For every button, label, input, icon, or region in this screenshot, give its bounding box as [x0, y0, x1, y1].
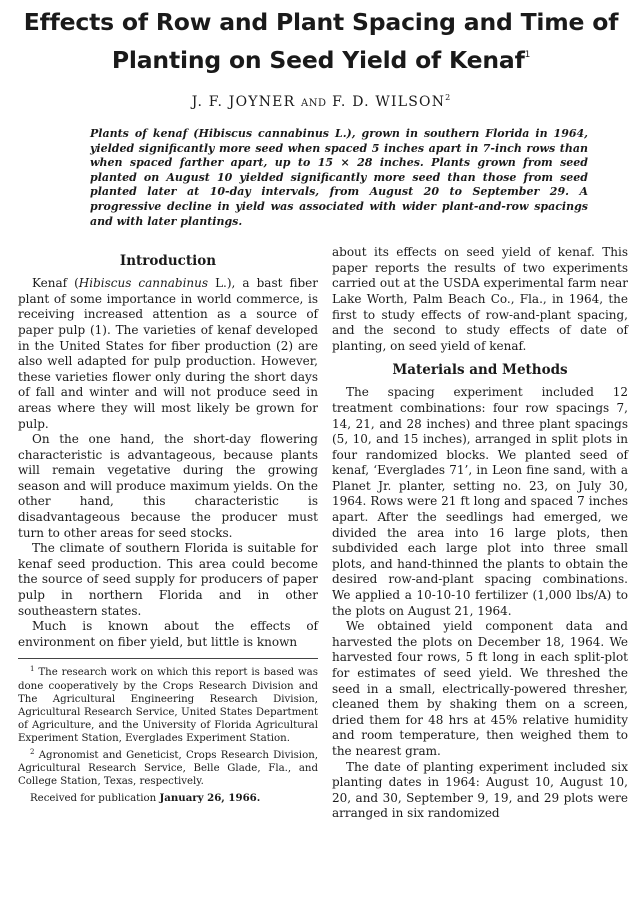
methods-paragraph-2: We obtained yield component data and harvested the plots on December 18, 1964. We harvested four rows, 5 ft long in each split-plot for estimates of seed yield. We threshed the seed in a small, electrically-powered thresher, cleaned them by shaking them on a screen, dried them for 48 hrs at 45% relative humidity and room temperature, then weighed them to the nearest gram.	[332, 619, 628, 758]
species-name: Hibiscus cannabinus	[78, 276, 209, 291]
footnote-1: $^1$ The research work on which this report is based was done cooperatively by the Crops Research Division and The Agricultural Engineering Research Division, Agricultural Research Service, United States Department of Agriculture, and the University of Florida Agricultural Experiment Station, Everglades Experiment Station.	[18, 665, 318, 745]
right-column	[332, 245, 628, 822]
author-footnote-mark: 2	[445, 93, 451, 102]
article-title	[14, 6, 628, 77]
author-conjunction: AND	[301, 98, 327, 109]
footnotes	[18, 658, 318, 805]
abstract: Plants of kenaf (Hibiscus cannabinus L.), grown in southern Florida in 1964, yielded significantly more seed when spaced 5 inches apart in 7-inch rows than when spaced farther apart, up to 15 × 28 inches. Plants grown from seed planted on August 10 yielded significantly more seed than those from seed planted later at 10-day intervals, from August 20 to September 29. A progressive decline in yield was associated with wider plant-and-row spacings and with later plantings.	[90, 127, 588, 228]
intro-paragraph-4: Much is known about the effects of environment on fiber yield, but little is known	[18, 619, 318, 649]
intro-paragraph-3: The climate of southern Florida is suitable for kenaf seed production. This area could become the source of seed supply for producers of paper pulp in northern Florida and in other southeastern states.	[18, 541, 318, 618]
title-footnote-mark: 1	[524, 50, 531, 60]
intro-continuation: about its effects on seed yield of kenaf. This paper reports the results of two experiments carried out at the USDA experimental farm near Lake Worth, Palm Beach Co., Fla., in 1964, the first to study effects of row-and-plant spacing, and the second to study effects of date of planting, on seed yield of kenaf.	[332, 245, 628, 353]
two-column-body	[14, 245, 628, 822]
received-date-note: Received for publication January 26, 1966.	[30, 792, 261, 805]
intro-paragraph-1: Kenaf (Hibiscus cannabinus L.), a bast fiber plant of some importance in world commerce, is receiving increased attention as a source of paper pulp (1). The varieties of kenaf developed in the United States for fiber production (2) are also well adapted for pulp production. However, these varieties flower only during the short days of fall and winter and will not produce seed in areas where they will most likely be grown for pulp.	[18, 276, 318, 431]
author-line	[14, 89, 628, 113]
footnote-2: $^2$ Agronomist and Geneticist, Crops Research Division, Agricultural Research Service, Belle Glade, Fla., and College Station, Texas, respectively.	[18, 747, 318, 788]
methods-paragraph-3: The date of planting experiment included six planting dates in 1964: August 10, August 10, 20, and 30, September 9, 19, and 29 plots were arranged in six randomized	[332, 759, 628, 821]
methods-heading: Materials and Methods	[392, 362, 568, 379]
introduction-heading: Introduction	[119, 253, 217, 270]
received-date: January 26, 1966.	[159, 792, 261, 805]
left-column	[18, 253, 318, 822]
title-line-1: Effects of Row and Plant Spacing and Time of	[23, 8, 619, 36]
title-line-2: Planting on Seed Yield of Kenaf	[111, 46, 525, 74]
author-2: F. D. WILSON	[332, 94, 446, 110]
methods-paragraph-1: The spacing experiment included 12 treatment combinations: four row spacings 7, 14, 21, and 28 inches) and three plant spacings (5, 10, and 15 inches), arranged in split plots in four randomized blocks. We planted seed of kenaf, ‘Everglades 71’, in Leon fine sand, with a Planet Jr. planter, setting no. 23, on July 30, 1964. Rows were 21 ft long and spaced 7 inches apart. After the seedlings had emerged, we divided the area into 16 large plots, then subdivided each large plot into three small plots, and hand-thinned the plants to obtain the desired row-and-plant spacing combinations. We applied a 10-10-10 fertilizer (1,000 lbs/A) to the plots on August 21, 1964.	[332, 385, 628, 618]
author-1: J. F. JOYNER	[191, 94, 296, 110]
intro-paragraph-2: On the one hand, the short-day flowering characteristic is advantageous, because plants will remain vegetative during the growing season and will produce maximum yields. On the other hand, this characteristic is disadvantageous because the producer must turn to other areas for seed stocks.	[18, 432, 318, 540]
